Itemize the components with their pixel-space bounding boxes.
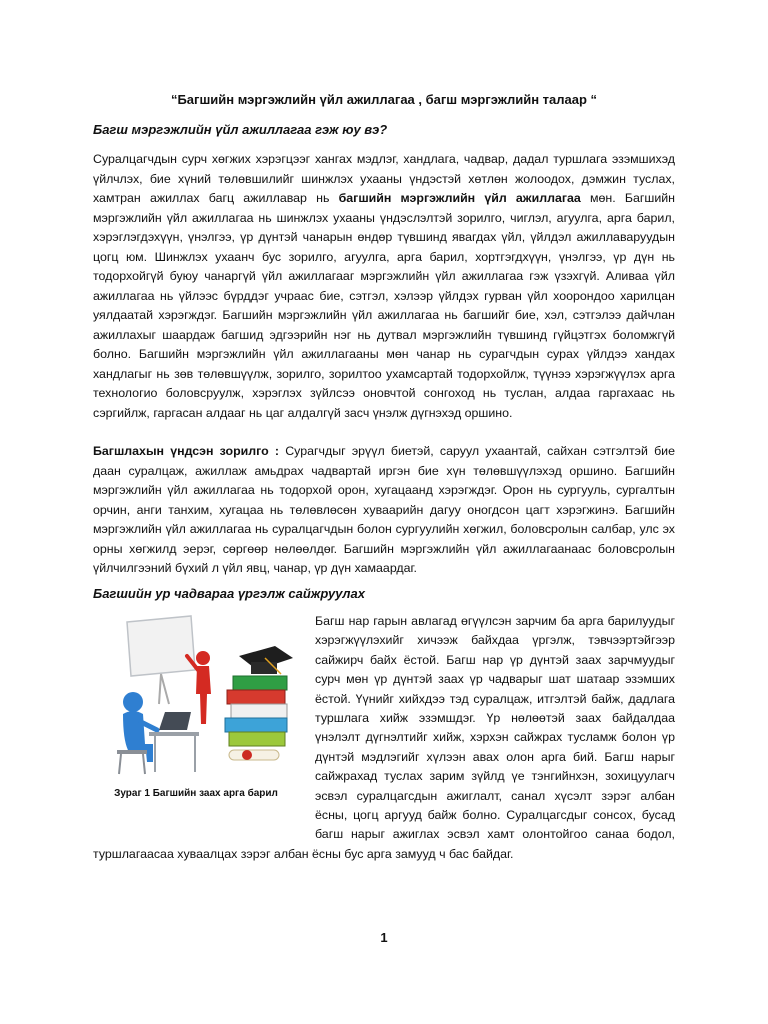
paragraph-1-bold: багшийн мэргэжлийн үйл ажиллагаа [338,191,581,205]
paragraph-3: Багш нар гарын авлагад өгүүлсэн зарчим ба арга барилуудыг хэрэгжүүлэхийг хичээж байхдаа үргэлж, тэвчээртэйгээр сайжирч байх ёстой. Багш нар үр дүнтэй заах зарчмуудыг сурч мөн үр дүнтэй заах үр чадварыг шат шатаар эзэмших ёстой. Үүнийг хийхдээ тэд суралцаж, итгэлтэй байж, дадлага туршлага хийж эзэмшдэг. Үр нөлөөтэй заах байдалдаа үнэлэлт дүгнэлтийг хийж, хэрхэн сайжрах тусламж болон үр дүнтэй мэдлэгийг хүлээн авах олон арга бий. Багш нарыг сайжрахад туслах зарим зүйлд үе тэнгийнхэн, зохицуулагч эсвэл суралцагсдын ажиглалт, санал хүсэлт зэрэг албан ёсны, цогц аргууд байж болно. Суралцагсдыг сонсох, бусад багш нарыг ажиглах эсвэл хамт олонтойгоо санаа бодол, туршлагаасаа хуваалцах зэрэг албан ёсны бус арга замууд ч бас байдаг. [93,614,675,861]
figure [93,612,305,826]
teaching-illustration [99,612,295,782]
paragraph-1-text-b: мөн. Багшийн мэргэжлийн үйл ажиллагаа нь шинжлэх ухааны үндэслэлтэй зорилго, чиглэл, агуулга, арга барил, хэрэглэгдэхүүн, үнэлгээ, үр дүнтэй чанарын өндөр түвшинд явагдах үйл, үйлдэл ажиллаваруудын цогц юм. Шинжлэх ухаанч бус зорилго, агуулга, арга барил, хортгэгдхүүн, үнэлгээ, үр дүн нь тодорхойгүй буюу чанаргүй үйл ажиллагааг мэргэжлийн үйл ажиллагаа гэж үзэхгүй. Аливаа үйл ажиллагаа нь үйлээс бүрддэг учраас бие, сэтгэл, хэлээр үйлдэх гурван үйл хоорондоо харилцан уялдаатай хэрэгждэг. Багшийн мэргэжлийн үйл ажиллагаа нь багшийг бие, хэл, сэтгэлээ дайчлан ажиллахыг шаардаж багшид эдгээрийн нэг нь дутвал мэргэжлийн түвшинд гүйцэтгэх боломжгүй болно. Багшийн мэргэжлийн үйл ажиллагааны мөн чанар нь сурагчдын сурах үйлдээ хандах хандлагыг нь зөв төлөвшүүлж, зорилго, зорилтоо ухамсартай тодорхойлж, түүнээ хэрэгжүүлэх арга технологио боловсруулж, хэрэглэх зүйлсээ оновчтой сонгоход нь туслан, алдаа гаргахаас нь сэргийлж, гаргасан алдааг нь цаг алдалгүй засч үнэлж дүгнэхэд оршино. [93,191,676,420]
paragraph-2-bold: Багшлахын үндсэн зорилго : [93,444,280,458]
paragraph-1 [93,150,675,423]
paragraph-2-text: Сурагчдыг эрүүл биетэй, саруул ухаантай, сайхан сэтгэлтэй бие даан суралцаж, ажиллаж амьдрах чадвартай иргэн бие хүн төлөвшүүлэхэд оршино. Багшийн мэргэжлийн үйл ажиллагаа нь тодорхой орон, хугацаанд хэрэгждэг. Орон нь сургууль, сургалтын орчин, анги танхим, хугацаа нь төлөвлөсөн хуваарийн дагуу оногдсон цагт хэрэгжинэ. Багшийн мэргэжлийн үйл ажиллагаа нь суралцагчдын болон сургуулийн хөгжил, боловсролын салбар, улс эх орны хөгжилд эерэг, сөргөөр нөлөөлдөг. Багшийн мэргэжлийн үйл ажиллагаанаас боловсролын үйлчилгээний бүхий л үйл явц, чанар, үр дүн хамаардаг. [93,444,675,575]
figure-text-block [93,612,675,864]
paragraph-2 [93,442,675,579]
section-heading-1: Багш мэргэжлийн үйл ажиллагаа гэж юу вэ? [93,122,388,137]
section-heading-2: Багшийн ур чадвараа үргэлж сайжруулах [93,586,365,601]
paragraph-1-text-a: Суралцагчдын сурч хөгжих хэрэгцээг хангах мэдлэг, хандлага, чадвар, дадал туршлага эзэмшихэд үйлчлэх, бие хүний төлөвшилийг шинжлэх ухааны үндэстэй хөтлөн жолоодох, дэмжин туслах, хамтран ажиллах багц ажиллавар нь [93,152,675,205]
document-title: “Багшийн мэргэжлийн үйл ажиллагаа , багш мэргэжлийн талаар “ [170,92,598,107]
page-number: 1 [380,930,388,945]
figure-caption: Зураг 1 Багшийн заах арга барил [114,788,278,799]
